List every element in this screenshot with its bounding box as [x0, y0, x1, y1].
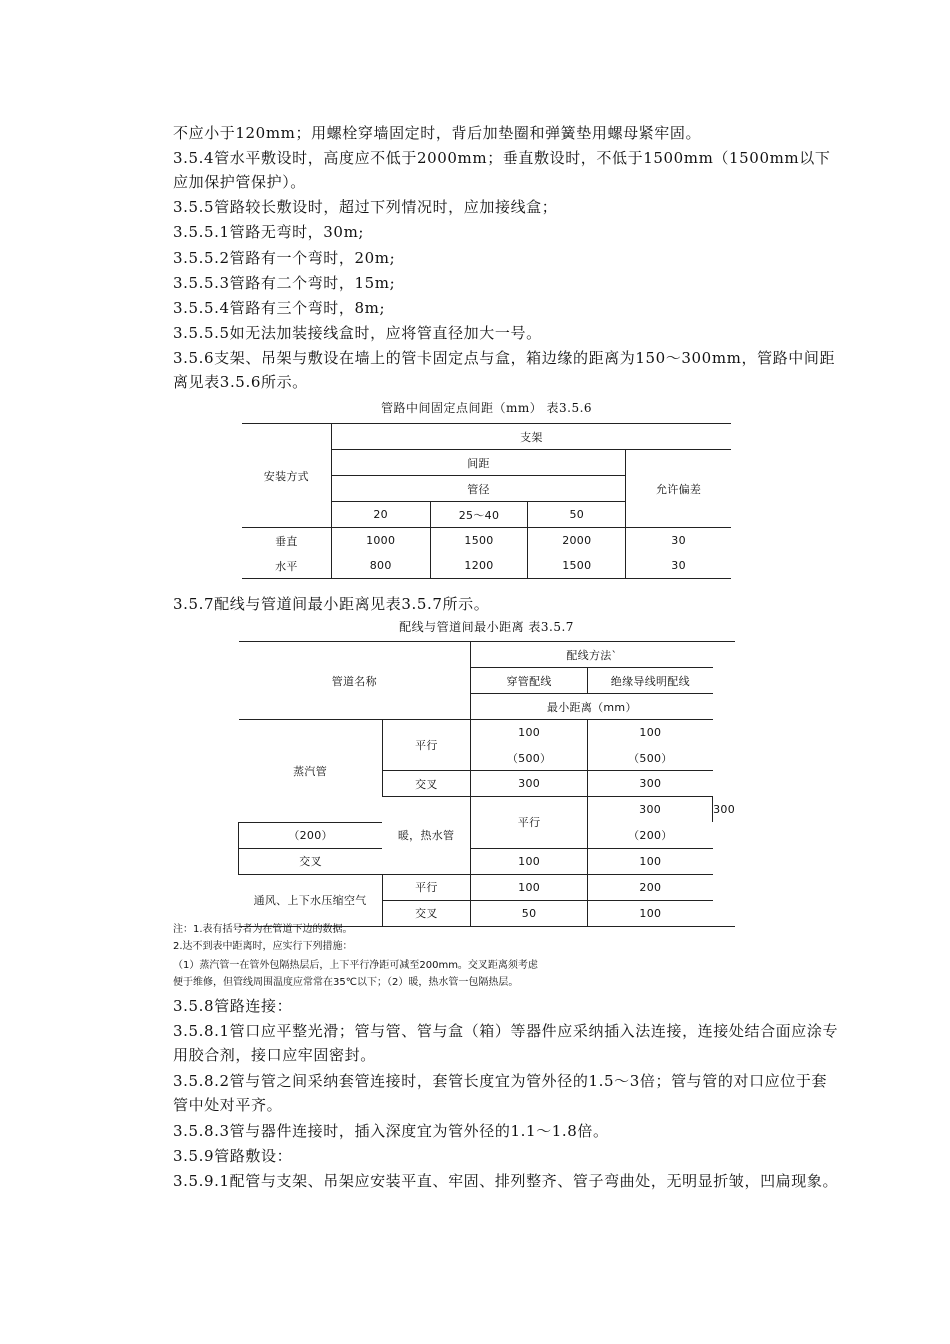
value-cell: 300	[713, 797, 735, 823]
table-caption: 配线与管道间最小距离 表3.5.7	[399, 620, 574, 634]
value-cell: 300	[588, 771, 713, 797]
header-tolerance: 允许偏差	[626, 450, 731, 528]
paragraph: 3.5.5管路较长敷设时，超过下列情况时，应加接线盒；	[173, 198, 558, 216]
table-row	[242, 553, 731, 579]
table-caption: 管路中间固定点间距（mm） 表3.5.6	[380, 401, 593, 415]
value-cell: 800	[331, 553, 430, 579]
paragraph: 3.5.5.5如无法加装接线盒时，应将管直径加大一号。	[173, 324, 542, 342]
value-cell: 2000	[528, 528, 626, 554]
value-cell: 200	[588, 874, 713, 900]
value-sub-cell: （200）	[588, 822, 713, 848]
pipe-name: 蒸汽管	[239, 720, 383, 823]
paragraph: 3.5.8管路连接：	[173, 997, 293, 1015]
value-sub-cell: （500）	[588, 745, 713, 771]
relation-label: 平行	[382, 720, 470, 771]
paragraph: 3.5.7配线与管道间最小距离见表3.5.7所示。	[173, 595, 490, 613]
header-method: 配线方法`	[471, 642, 713, 668]
paragraph: 3.5.8.2管与管之间采纳套管连接时，套管长度宜为管外径的1.5～3倍；管与管的对口应位于套管中处对平齐。	[173, 1072, 828, 1114]
pipe-name: 通风、上下水压缩空气	[253, 894, 367, 907]
table-note: （1）蒸汽管一在管外包隔热层后，上下平行净距可减至200mm。交叉距离须考虑	[173, 960, 538, 971]
header-spacing: 间距	[331, 450, 625, 476]
tolerance-cell: 30	[626, 553, 731, 579]
header-install: 安装方式	[242, 424, 331, 528]
table-row	[239, 874, 736, 900]
table-row	[239, 720, 736, 746]
tolerance-cell: 30	[626, 528, 731, 554]
paragraph: 不应小于120mm；用螺栓穿墙固定时，背后加垫圈和弹簧垫用螺母紧牢固。	[173, 124, 702, 142]
header-support: 支架	[331, 424, 731, 450]
header-conduit: 穿管配线	[471, 668, 588, 694]
value-cell: 300	[588, 797, 713, 823]
value-cell: 1500	[528, 553, 626, 579]
diameter-cell: 25～40	[430, 502, 528, 528]
value-cell: 1200	[430, 553, 528, 579]
header-diameter: 管径	[331, 476, 625, 502]
value-sub-cell: （500）	[471, 745, 588, 771]
table-note: 便于维修，但管线周围温度应常常在35℃以下；（2）暖，热水管一包隔热层。	[173, 977, 519, 988]
paragraph: 3.5.9管路敷设：	[173, 1147, 293, 1165]
value-sub-cell: （200）	[239, 822, 383, 848]
table-note: 2.达不到表中距离时，应实行下列措施：	[173, 941, 353, 952]
relation-label: 交叉	[239, 848, 383, 874]
table-row	[242, 528, 731, 554]
value-cell: 1000	[331, 528, 430, 554]
value-cell: 100	[471, 720, 588, 746]
paragraph: 3.5.5.4管路有三个弯时，8m;	[173, 299, 386, 317]
min-distance-table	[238, 641, 735, 927]
paragraph: 3.5.5.3管路有二个弯时，15m;	[173, 274, 396, 292]
row-label: 垂直	[275, 534, 298, 548]
value-cell: 100	[471, 874, 588, 900]
value-cell: 100	[471, 848, 588, 874]
value-cell: 100	[588, 720, 713, 746]
paragraph: 3.5.5.1管路无弯时，30m;	[173, 223, 365, 241]
table-note: 注：1.表有括号者为在管道下边的数据。	[173, 924, 353, 935]
row-label: 水平	[275, 559, 298, 573]
diameter-cell: 50	[528, 502, 626, 528]
value-cell: 1500	[430, 528, 528, 554]
relation-label: 平行	[382, 874, 470, 900]
value-cell: 100	[588, 900, 713, 926]
paragraph: 3.5.9.1配管与支架、吊架应安装平直、牢固、排列整齐、管子弯曲处，无明显折皱，凹扁现象。	[173, 1172, 839, 1190]
fixing-spacing-table	[242, 423, 731, 579]
paragraph: 3.5.8.1管口应平整光滑；管与管、管与盒（箱）等器件应采纳插入法连接，连接处结合面应涂专用胶合剂，接口应牢固密封。	[173, 1022, 839, 1064]
header-min-distance: 最小距离（mm）	[471, 694, 713, 720]
pipe-name: 暖，热水管	[382, 797, 470, 875]
header-pipe: 管道名称	[239, 642, 471, 720]
diameter-cell: 20	[331, 502, 430, 528]
paragraph: 3.5.4管水平敷设时，高度应不低于2000mm；垂直敷设时，不低于1500mm（1500mm以下应加保护管保护）。	[173, 149, 831, 191]
table-row	[239, 848, 736, 874]
relation-label: 交叉	[382, 900, 470, 926]
value-cell: 100	[588, 848, 713, 874]
header-insulated: 绝缘导线明配线	[588, 668, 713, 694]
value-cell: 50	[471, 900, 588, 926]
paragraph: 3.5.8.3管与器件连接时，插入深度宜为管外径的1.1～1.8倍。	[173, 1122, 609, 1140]
relation-label: 交叉	[382, 771, 470, 797]
value-cell: 300	[471, 771, 588, 797]
paragraph: 3.5.6支架、吊架与敷设在墙上的管卡固定点与盒，箱边缘的距离为150～300mm，管路中间距离见表3.5.6所示。	[173, 349, 836, 391]
relation-label: 平行	[471, 797, 588, 849]
paragraph: 3.5.5.2管路有一个弯时，20m;	[173, 249, 396, 267]
